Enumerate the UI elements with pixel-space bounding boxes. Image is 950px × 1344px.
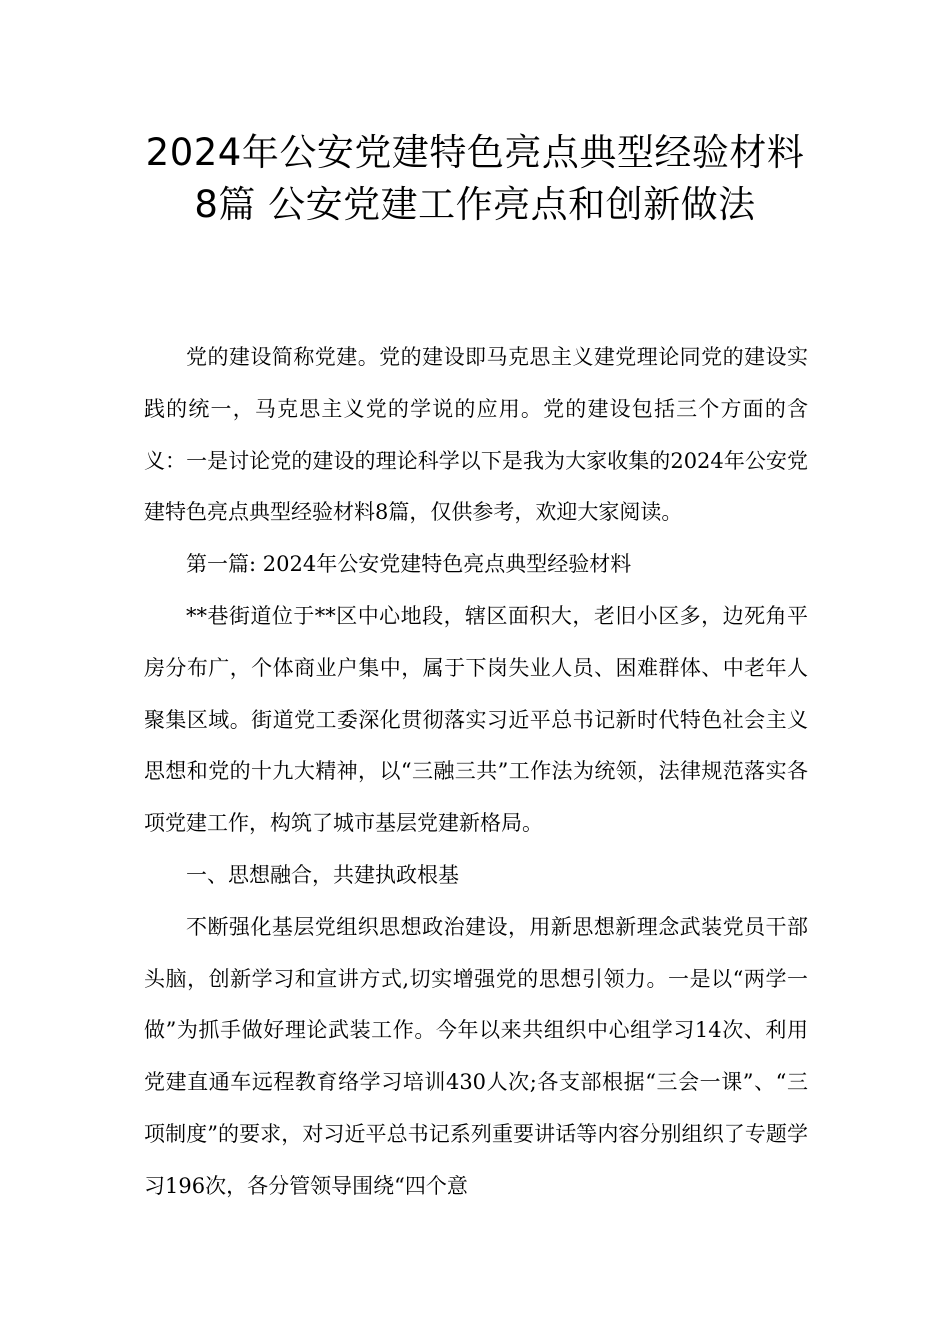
subsection-heading: 一、思想融合，共建执政根基 (186, 862, 459, 887)
document-body (144, 332, 808, 1213)
document-title-line-2: 8篇 公安党建工作亮点和创新做法 (194, 183, 756, 226)
intro-paragraph: 党的建设简称党建。党的建设即马克思主义建党理论同党的建设实践的统一，马克思主义党的学说的应用。党的建设包括三个方面的含义：一是讨论党的建设的理论科学以下是我为大家收集的2024年公安党建特色亮点典型经验材料8篇，仅供参考，欢迎大家阅读。 (144, 345, 808, 525)
section-heading-chapter-one: 第一篇: 2024年公安党建特色亮点典型经验材料 (186, 552, 632, 577)
document-title-line-1: 2024年公安党建特色亮点典型经验材料 (145, 131, 805, 174)
body-paragraph: **巷街道位于**区中心地段，辖区面积大，老旧小区多，边死角平房分布广，个体商业户集中，属于下岗失业人员、困难群体、中老年人聚集区域。街道党工委深化贯彻落实习近平总书记新时代特色社会主义思想和党的十九大精神，以“三融三共”工作法为统领，法律规范落实各项党建工作，构筑了城市基层党建新格局。 (144, 603, 808, 836)
body-paragraph: 不断强化基层党组织思想政治建设，用新思想新理念武装党员干部头脑，创新学习和宣讲方式,切实增强党的思想引领力。一是以“两学一做”为抓手做好理论武装工作。今年以来共组织中心组学习14次、利用党建直通车远程教育络学习培训430人次;各支部根据“三会一课”、“三项制度”的要求，对习近平总书记系列重要讲话等内容分别组织了专题学习196次，各分管领导围绕“四个意 (144, 914, 808, 1198)
